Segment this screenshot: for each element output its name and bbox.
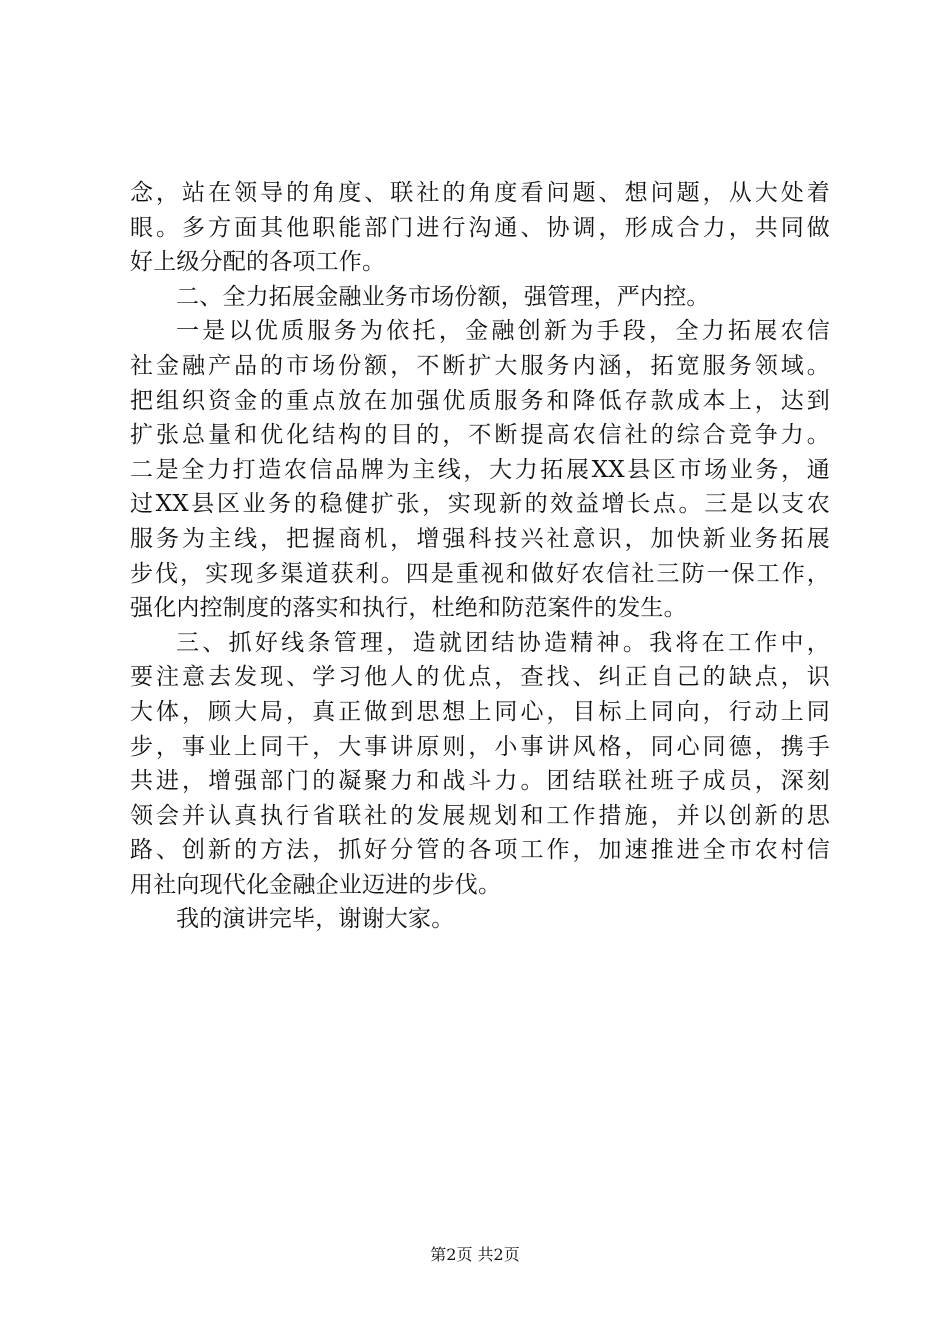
text-line: 社金融产品的市场份额，不断扩大服务内涵，拓宽服务领域。 xyxy=(130,352,830,379)
text-line: 步伐，实现多渠道获利。四是重视和做好农信社三防一保工作， xyxy=(130,560,830,587)
text-line: 扩张总量和优化结构的目的，不断提高农信社的综合竞争力。 xyxy=(130,422,830,449)
text-line: 路、创新的方法，抓好分管的各项工作，加速推进全市农村信 xyxy=(130,837,830,864)
text-line: 共进，增强部门的凝聚力和战斗力。团结联社班子成员，深刻 xyxy=(130,768,830,795)
text-line: 好上级分配的各项工作。 xyxy=(130,249,386,276)
section-heading: 二、全力拓展金融业务市场份额，强管理，严内控。 xyxy=(176,283,710,310)
text-line: 服务为主线，把握商机，增强科技兴社意识，加快新业务拓展 xyxy=(130,525,830,552)
text-line: 领会并认真执行省联社的发展规划和工作措施，并以创新的思 xyxy=(130,802,830,829)
text-line: 强化内控制度的落实和执行，杜绝和防范案件的发生。 xyxy=(130,595,687,622)
document-body xyxy=(130,176,830,937)
page-number-footer: 第2页 共2页 xyxy=(430,1245,520,1264)
text-line: 步，事业上同干，大事讲原则，小事讲风格，同心同德，携手 xyxy=(130,733,830,760)
text-line: 大体，顾大局，真正做到思想上同心，目标上同向，行动上同 xyxy=(130,698,830,725)
text-line: 二是全力打造农信品牌为主线，大力拓展XX县区市场业务，通 xyxy=(130,456,830,483)
text-line: 用社向现代化金融企业迈进的步伐。 xyxy=(130,871,502,898)
text-line: 一是以优质服务为依托，金融创新为手段，全力拓展农信 xyxy=(176,318,830,345)
text-line: 念，站在领导的角度、联社的角度看问题、想问题，从大处着 xyxy=(130,180,830,206)
text-line: 眼。多方面其他职能部门进行沟通、协调，形成合力，共同做 xyxy=(130,214,830,241)
section-heading: 三、抓好线条管理，造就团结协造精神。我将在工作中， xyxy=(176,629,830,656)
text-line: 过XX县区业务的稳健扩张，实现新的效益增长点。三是以支农 xyxy=(130,491,830,518)
text-line: 要注意去发现、学习他人的优点，查找、纠正自己的缺点，识 xyxy=(130,664,830,691)
text-line: 把组织资金的重点放在加强优质服务和降低存款成本上，达到 xyxy=(130,387,830,414)
closing-line: 我的演讲完毕，谢谢大家。 xyxy=(176,906,455,933)
